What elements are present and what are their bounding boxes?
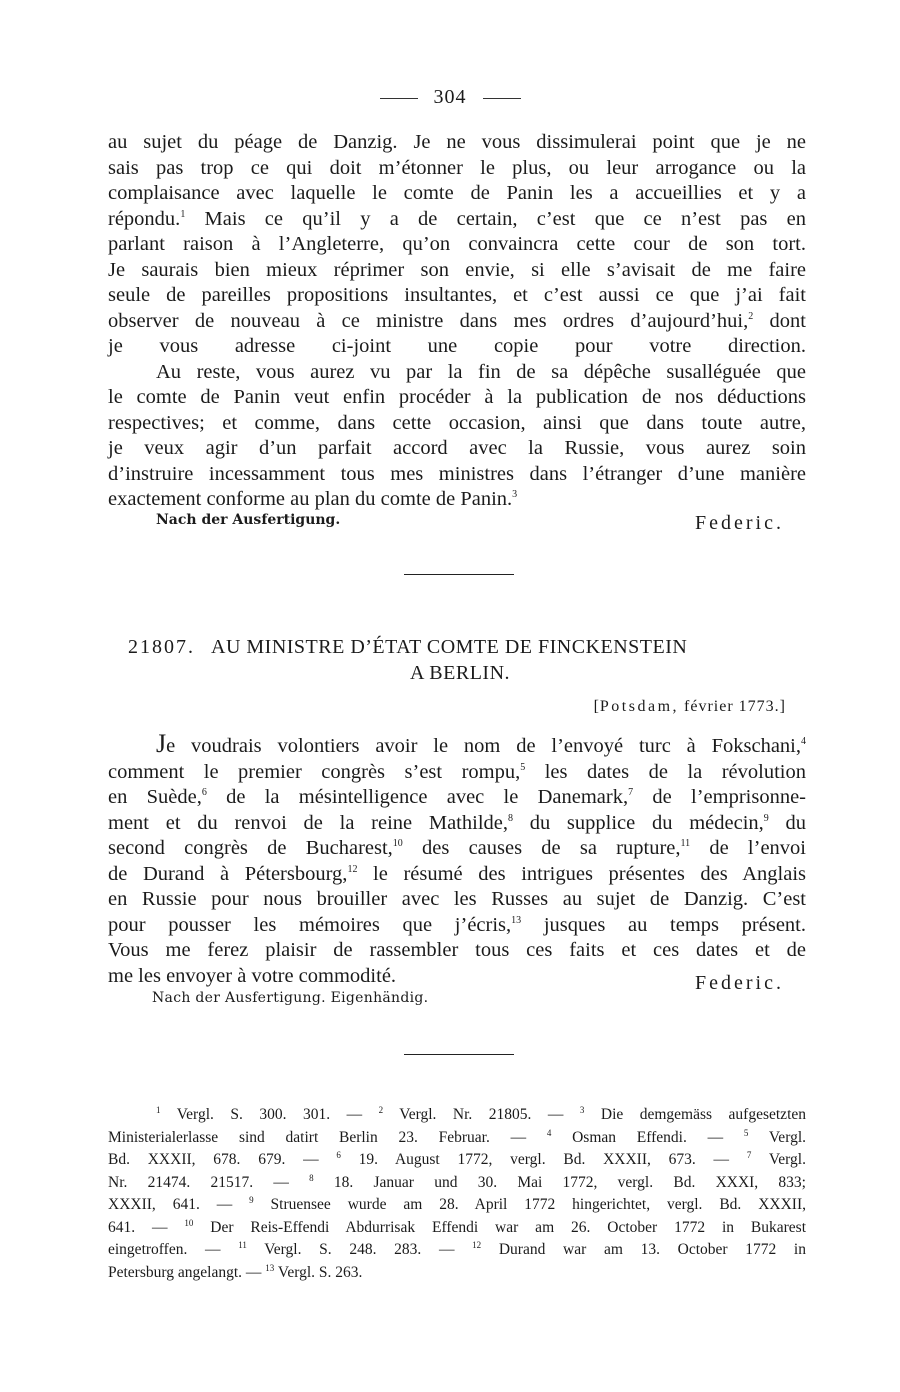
letter1-line (108, 130, 806, 156)
letter1-line (108, 232, 806, 258)
footnote-marker: 5 (743, 1127, 749, 1138)
text-run: Vous me ferez plaisir de rassembler tous ces faits et ces dates et de (108, 939, 806, 961)
text-run: 18. Januar und 30. Mai 1772, vergl. Bd. XXXI, 833; (313, 1173, 806, 1191)
letter1-line (108, 360, 806, 386)
text-run: Vergl. Nr. 21805. — (383, 1106, 580, 1123)
text-run: Vergl. S. 248. 283. — (246, 1241, 473, 1258)
text-run: d’instruire incessamment tous mes ministres dans l’étranger d’une manière (108, 462, 806, 485)
text-run: Vergl. S. 300. 301. — (160, 1106, 379, 1123)
text-run: au sujet du péage de Danzig. Je ne vous dissimulerai point que je ne (108, 131, 806, 153)
letter1-line (108, 207, 806, 233)
letter1-line (108, 411, 806, 437)
letter2-line (108, 731, 806, 760)
footnote-line (108, 1239, 806, 1262)
letter2-title-line1 (128, 636, 687, 659)
text-run: comment le premier congrès s’est rompu, (108, 760, 521, 783)
text-run: Vergl. (748, 1128, 807, 1146)
letter2-title-text: AU MINISTRE D’ÉTAT COMTE DE FINCKENSTEIN (211, 636, 688, 658)
text-run: des causes de sa rupture, (402, 837, 681, 859)
footnote-marker: 2 (378, 1105, 384, 1115)
text-run: Je saurais bien mieux réprimer son envie, si elle s’avisait de me faire (108, 258, 806, 281)
text-run: de l’envoi (690, 837, 807, 859)
text-run: XXXII, 641. — (108, 1196, 250, 1213)
footnote-line (108, 1149, 806, 1172)
text-run: respectives; et comme, dans cette occasion, ainsi que dans toute autre, (108, 411, 806, 434)
letter2-date-place: Potsdam, (599, 698, 680, 715)
letter1-source-note: Nach der Ausfertigung. (156, 512, 341, 528)
text-run: je vous adresse ci-joint une copie pour votre direction. (108, 335, 806, 357)
footnote-marker: 2 (748, 310, 754, 322)
text-run: me les envoyer à votre commodité. (108, 964, 397, 987)
footnote-marker: 10 (392, 838, 403, 849)
text-run: complaisance avec laquelle le comte de Panin les a accueillies et y a (108, 182, 806, 204)
letter2-line (108, 862, 806, 888)
dropcap-letter: J (156, 729, 167, 758)
footnotes (108, 1104, 806, 1284)
footnote-marker: 3 (512, 489, 518, 500)
text-run: Vergl. (751, 1151, 806, 1168)
letter2-source-note: Nach der Ausfertigung. Eigenhändig. (152, 990, 429, 1006)
letter1-line (108, 462, 806, 488)
text-run: Die demgemäss aufgesetzten (584, 1106, 807, 1123)
letter1-line (108, 385, 806, 411)
footnote-line (108, 1262, 806, 1285)
text-run: Nr. 21474. 21517. — (108, 1173, 310, 1191)
text-run: Petersburg angelangt. — (108, 1263, 266, 1281)
header-dash-right (483, 98, 521, 99)
text-run: du supplice du médecin, (512, 811, 764, 834)
footnote-marker: 8 (507, 812, 513, 824)
letter1-line (108, 181, 806, 207)
footnote-marker: 13 (511, 914, 522, 926)
text-run: de Durand à Pétersbourg, (108, 862, 348, 885)
footnote-marker: 12 (472, 1240, 482, 1250)
footnote-marker: 4 (801, 736, 806, 747)
letter1-line (108, 283, 806, 309)
letter1-signature: Federic. (695, 512, 784, 534)
footnote-line (108, 1104, 806, 1127)
footnote-line (108, 1127, 806, 1150)
letter2-dateline: [Potsdam, février 1773.] (593, 698, 786, 715)
text-run: Vergl. S. 263. (274, 1263, 363, 1281)
footnote-marker: 3 (579, 1105, 585, 1115)
letter2-line (108, 887, 806, 913)
text-run: sais pas trop ce qui doit m’étonner le plus, ou leur arrogance ou la (108, 156, 806, 179)
text-run: dont (753, 309, 806, 332)
footnote-marker: 6 (201, 787, 207, 798)
text-run: le comte de Panin veut enfin procéder à la publication de nos déductions (108, 386, 806, 408)
letter2-line (108, 811, 806, 837)
text-run: de l’emprisonne- (633, 786, 806, 808)
text-run: les dates de la révolution (525, 760, 806, 783)
text-run: seule de pareilles propositions insultantes, et c’est aussi ce que j’ai fait (108, 284, 806, 306)
text-run: jusques au temps présent. (521, 913, 807, 936)
text-run: pour pousser les mémoires que j’écris, (108, 913, 512, 936)
letter2-line (108, 760, 806, 786)
letter2-number: 21807. (128, 636, 195, 658)
footnote-line (108, 1217, 806, 1240)
letter2-line (108, 913, 806, 939)
page-header (0, 86, 900, 109)
footnote-divider (404, 1054, 514, 1055)
text-run: en Russie pour nous brouiller avec les Russes au sujet de Danzig. C’est (108, 888, 806, 910)
footnote-marker: 13 (265, 1262, 275, 1273)
section-divider (404, 574, 514, 575)
text-run: exactement conforme au plan du comte de Panin. (108, 488, 513, 510)
letter1-line (108, 309, 806, 335)
letter2-date-rest: février 1773. (684, 698, 780, 715)
letter2-signature: Federic. (695, 972, 784, 994)
text-run: Au reste, vous aurez vu par la fin de sa dépêche susalléguée que (156, 360, 806, 383)
text-run: second congrès de Bucharest, (108, 837, 393, 859)
letter2-line (108, 836, 806, 862)
footnote-marker: 11 (238, 1240, 247, 1250)
footnote-marker: 4 (546, 1127, 552, 1138)
text-run: Der Reis-Effendi Abdurrisak Effendi war am 26. October 1772 in Bukarest (193, 1218, 806, 1236)
footnote-marker: 10 (184, 1217, 194, 1228)
letter1-line (108, 156, 806, 182)
footnote-marker: 1 (180, 208, 186, 220)
text-run: le résumé des intrigues présentes des Anglais (357, 862, 806, 885)
text-run: ment et du renvoi de la reine Mathilde, (108, 811, 508, 834)
text-run: eingetroffen. — (108, 1241, 239, 1258)
letter2-body (108, 731, 806, 989)
text-run: parlant raison à l’Angleterre, qu’on convaincra cette cour de son tort. (108, 233, 806, 255)
footnote-marker: 9 (249, 1195, 254, 1205)
text-run: Mais ce qu’il y a de certain, c’est que ce n’est pas en (185, 207, 806, 230)
footnote-marker: 12 (347, 863, 358, 875)
footnote-marker: 9 (763, 812, 769, 824)
footnote-marker: 1 (156, 1105, 161, 1115)
letter2-line (108, 938, 806, 964)
text-run: du (768, 811, 806, 834)
footnote-marker: 6 (336, 1150, 341, 1160)
footnote-marker: 5 (520, 761, 526, 773)
letter1-body (108, 130, 806, 513)
header-dash-left (380, 98, 418, 99)
text-run: e voudrais volontiers avoir le nom de l’envoyé turc à Fokschani, (166, 735, 801, 757)
text-run: répondu. (108, 207, 181, 230)
letter2-line (108, 785, 806, 811)
text-run: de la mésintelligence avec le Danemark, (206, 786, 629, 808)
text-run: je veux agir d’un parfait accord avec la Russie, vous aurez soin (108, 437, 806, 459)
text-run: en Suède, (108, 786, 202, 808)
footnote-line (108, 1172, 806, 1195)
text-run: Bd. XXXII, 678. 679. — (108, 1151, 337, 1168)
footnote-line (108, 1194, 806, 1217)
text-run: Osman Effendi. — (551, 1128, 744, 1146)
text-run: observer de nouveau à ce ministre dans mes ordres d’aujourd’hui, (108, 309, 749, 332)
text-run: Durand war am 13. October 1772 in (481, 1241, 806, 1258)
text-run: Struensee wurde am 28. April 1772 hingerichtet, vergl. Bd. XXXII, (253, 1196, 806, 1213)
footnote-marker: 11 (680, 838, 691, 849)
footnote-marker: 7 (746, 1150, 752, 1160)
text-run: 19. August 1772, vergl. Bd. XXXII, 673. — (340, 1151, 747, 1168)
page-number: 304 (433, 86, 467, 108)
letter1-line (108, 436, 806, 462)
letter1-line (108, 487, 806, 513)
text-run: 641. — (108, 1218, 185, 1236)
footnote-marker: 7 (628, 787, 634, 798)
footnote-marker: 8 (309, 1172, 314, 1183)
letter2-title-line2: A BERLIN. (409, 662, 511, 684)
text-run: Ministerialerlasse sind datirt Berlin 23. Februar. — (108, 1128, 547, 1146)
letter1-line (108, 258, 806, 284)
letter1-line (108, 334, 806, 360)
